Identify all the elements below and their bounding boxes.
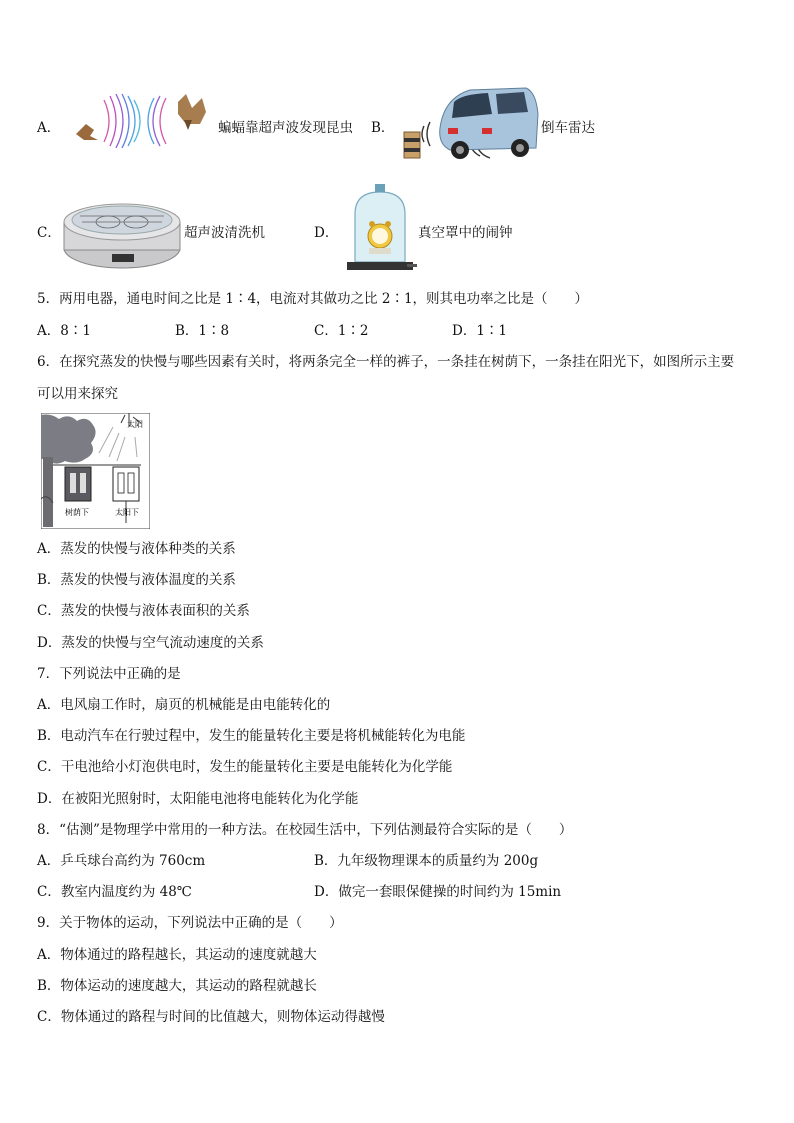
- q5-option-c: C．1∶2: [314, 323, 369, 339]
- q4-option-d-letter: D．: [314, 225, 339, 241]
- reversing-radar-car-figure: [400, 84, 540, 162]
- q6-stem-line1: 6．在探究蒸发的快慢与哪些因素有关时，将两条完全一样的裤子，一条挂在树荫下，一条挂在阳光下，如图所示主要: [37, 354, 735, 370]
- q8-option-b: B．九年级物理课本的质量约为 200g: [314, 853, 539, 869]
- q9-option-b: B．物体运动的速度越大，其运动的路程就越长: [37, 978, 317, 994]
- q4-option-b-letter: B．: [371, 120, 395, 136]
- q5-option-b: B．1∶8: [175, 323, 230, 339]
- q4-option-c-caption: 超声波清洗机: [184, 225, 265, 241]
- q9-stem: 9．关于物体的运动，下列说法中正确的是（ ）: [37, 915, 343, 931]
- q4-option-a-letter: A．: [37, 120, 61, 136]
- q5-option-a: A．8∶1: [37, 323, 91, 339]
- q4-option-d-caption: 真空罩中的闹钟: [418, 225, 513, 241]
- q7-option-d: D．在被阳光照射时，太阳能电池将电能转化为化学能: [37, 791, 359, 807]
- q4-option-c-letter: C．: [37, 225, 61, 241]
- q4-option-a-caption: 蝙蝠靠超声波发现昆虫: [218, 120, 353, 136]
- q6-option-c: C．蒸发的快慢与液体表面积的关系: [37, 603, 250, 619]
- drying-pants-figure: [41, 413, 150, 529]
- bell-jar-alarm-clock-figure: [343, 184, 417, 276]
- q6-option-b: B．蒸发的快慢与液体温度的关系: [37, 572, 236, 588]
- q7-stem: 7．下列说法中正确的是: [37, 666, 181, 682]
- figure-sunlit-label: 太阳下: [115, 508, 139, 517]
- q8-option-d: D．做完一套眼保健操的时间约为 15min: [314, 884, 562, 900]
- ultrasonic-cleaner-figure: [60, 192, 184, 272]
- q9-option-a: A．物体通过的路程越长，其运动的速度就越大: [37, 947, 317, 963]
- q9-option-c: C．物体通过的路程与时间的比值越大，则物体运动得越慢: [37, 1009, 385, 1025]
- q5-stem: 5．两用电器，通电时间之比是 1∶4，电流对其做功之比 2∶1，则其电功率之比是（ ）: [37, 291, 589, 307]
- q4-option-b-caption: 倒车雷达: [541, 120, 595, 136]
- q7-option-c: C．干电池给小灯泡供电时，发生的能量转化主要是电能转化为化学能: [37, 759, 453, 775]
- q7-option-a: A．电风扇工作时，扇页的机械能是由电能转化的: [37, 697, 331, 713]
- q5-option-d: D．1∶1: [452, 323, 508, 339]
- q8-option-a: A．乒乓球台高约为 760cm: [37, 853, 206, 869]
- q6-option-a: A．蒸发的快慢与液体种类的关系: [37, 541, 236, 557]
- q6-stem-line2: 可以用来探究: [37, 386, 118, 402]
- q8-stem: 8．“估测”是物理学中常用的一种方法。在校园生活中，下列估测最符合实际的是（ ）: [37, 822, 573, 838]
- figure-sun-label: 太阳: [127, 420, 143, 429]
- q8-option-c: C．教室内温度约为 48℃: [37, 884, 192, 900]
- q7-option-b: B．电动汽车在行驶过程中，发生的能量转化主要是将机械能转化为电能: [37, 728, 466, 744]
- q6-option-d: D．蒸发的快慢与空气流动速度的关系: [37, 635, 264, 651]
- bat-ultrasound-figure: [74, 90, 216, 152]
- figure-shade-label: 树荫下: [65, 508, 89, 517]
